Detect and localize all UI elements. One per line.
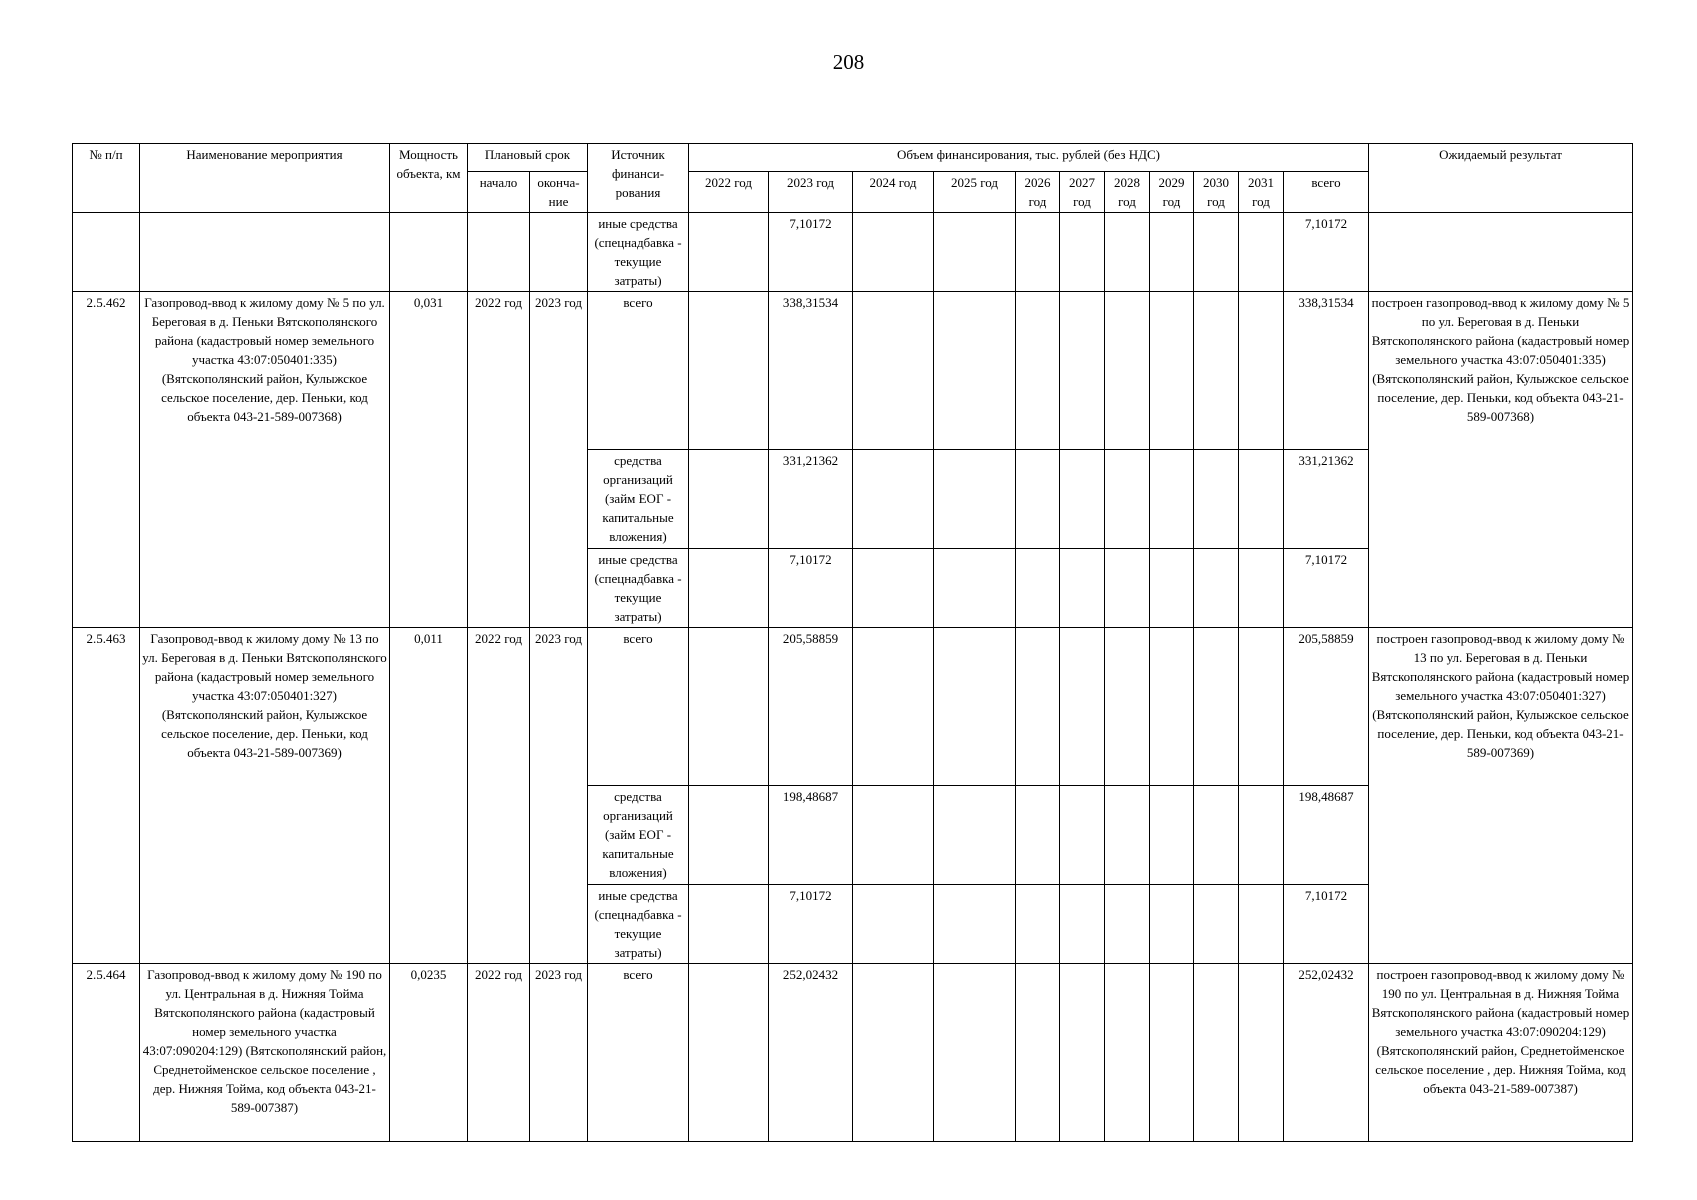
- source-cell: иные средства (спецнадбавка - текущие затраты): [588, 549, 689, 628]
- header-year-2022: 2022 год: [689, 172, 769, 213]
- item-start: 2022 год: [468, 964, 530, 1142]
- page-number: 208: [832, 50, 865, 74]
- item-end: 2023 год: [530, 292, 588, 628]
- item-name: Газопровод-ввод к жилому дому № 5 по ул. Береговая в д. Пеньки Вятскополянского района (кадастровый номер земельного участка 43:07:050401:335) (Вятскополянский район, Кулыжское сельское поселение, дер. Пеньки, код объекта 043-21-589-007368): [140, 292, 390, 628]
- source-cell: всего: [588, 292, 689, 450]
- header-name: Наименование мероприятия: [140, 144, 390, 213]
- item-name: Газопровод-ввод к жилому дому № 13 по ул. Береговая в д. Пеньки Вятскополянского района (кадастровый номер земельного участка 43:07:050401:327) (Вятскополянский район, Кулыжское сельское поселение, дер. Пеньки, код объекта 043-21-589-007369): [140, 628, 390, 964]
- item-name: Газопровод-ввод к жилому дому № 190 по ул. Центральная в д. Нижняя Тойма Вятскополянского района (кадастровый номер земельного участка 43:07:090204:129) (Вятскополянский район, Среднетойменское сельское поселение , дер. Нижняя Тойма, код объекта 043-21-589-007387): [140, 964, 390, 1142]
- item-power: 0,0235: [390, 964, 468, 1142]
- header-power: Мощность объекта, км: [390, 144, 468, 213]
- table-row: [73, 292, 1633, 450]
- header-year-2026: 2026 год: [1016, 172, 1060, 213]
- header-year-2031: 2031 год: [1239, 172, 1284, 213]
- source-cell: иные средства (спецнадбавка - текущие затраты): [588, 885, 689, 964]
- value-total: 252,02432: [1284, 964, 1369, 1142]
- header-end: оконча-ние: [530, 172, 588, 213]
- item-result: построен газопровод-ввод к жилому дому № 5 по ул. Береговая в д. Пеньки Вятскополянского района (кадастровый номер земельного участка 43:07:050401:335) (Вятскополянский район, Кулыжское сельское поселение, дер. Пеньки, код объекта 043-21-589-007368): [1369, 292, 1633, 628]
- table-header: [73, 144, 1633, 213]
- header-year-2028: 2028 год: [1105, 172, 1150, 213]
- item-end: 2023 год: [530, 964, 588, 1142]
- header-result: Ожидаемый результат: [1369, 144, 1633, 213]
- value-2023: 198,48687: [769, 786, 853, 885]
- header-funding: Объем финансирования, тыс. рублей (без НДС): [689, 144, 1369, 172]
- header-year-2027: 2027 год: [1060, 172, 1105, 213]
- value-total: 7,10172: [1284, 213, 1369, 292]
- header-plan-term: Плановый срок: [468, 144, 588, 172]
- item-result: построен газопровод-ввод к жилому дому № 190 по ул. Центральная в д. Нижняя Тойма Вятскополянского района (кадастровый номер земельного участка 43:07:090204:129) (Вятскополянский район, Среднетойменское сельское поселение , дер. Нижняя Тойма, код объекта 043-21-589-007387): [1369, 964, 1633, 1142]
- header-start: начало: [468, 172, 530, 213]
- value-2023: 338,31534: [769, 292, 853, 450]
- item-number: 2.5.462: [73, 292, 140, 628]
- item-start: 2022 год: [468, 292, 530, 628]
- value-2023: 7,10172: [769, 213, 853, 292]
- item-start: 2022 год: [468, 628, 530, 964]
- value-total: 338,31534: [1284, 292, 1369, 450]
- header-total: всего: [1284, 172, 1369, 213]
- table-row: [73, 964, 1633, 1142]
- value-total: 205,58859: [1284, 628, 1369, 786]
- item-result: построен газопровод-ввод к жилому дому № 13 по ул. Береговая в д. Пеньки Вятскополянского района (кадастровый номер земельного участка 43:07:050401:327) (Вятскополянский район, Кулыжское сельское поселение, дер. Пеньки, код объекта 043-21-589-007369): [1369, 628, 1633, 964]
- source-cell: средства организаций (займ ЕОГ - капитальные вложения): [588, 450, 689, 549]
- header-year-2024: 2024 год: [853, 172, 934, 213]
- source-cell: иные средства (спецнадбавка - текущие затраты): [588, 213, 689, 292]
- value-total: 198,48687: [1284, 786, 1369, 885]
- value-2023: 252,02432: [769, 964, 853, 1142]
- table-row-carry: [73, 213, 1633, 292]
- source-cell: всего: [588, 964, 689, 1142]
- value-total: 7,10172: [1284, 549, 1369, 628]
- value-2023: 331,21362: [769, 450, 853, 549]
- item-power: 0,011: [390, 628, 468, 964]
- value-2023: 7,10172: [769, 549, 853, 628]
- value-2023: 205,58859: [769, 628, 853, 786]
- item-number: 2.5.463: [73, 628, 140, 964]
- header-year-2029: 2029 год: [1150, 172, 1194, 213]
- item-power: 0,031: [390, 292, 468, 628]
- source-cell: средства организаций (займ ЕОГ - капитальные вложения): [588, 786, 689, 885]
- header-year-2030: 2030 год: [1194, 172, 1239, 213]
- value-2023: 7,10172: [769, 885, 853, 964]
- value-total: 7,10172: [1284, 885, 1369, 964]
- table-row: [73, 628, 1633, 786]
- value-total: 331,21362: [1284, 450, 1369, 549]
- header-source: Источник финанси-рования: [588, 144, 689, 213]
- header-year-2025: 2025 год: [934, 172, 1016, 213]
- item-end: 2023 год: [530, 628, 588, 964]
- item-number: 2.5.464: [73, 964, 140, 1142]
- source-cell: всего: [588, 628, 689, 786]
- header-year-2023: 2023 год: [769, 172, 853, 213]
- header-num: № п/п: [73, 144, 140, 213]
- funding-table: [72, 143, 1633, 1142]
